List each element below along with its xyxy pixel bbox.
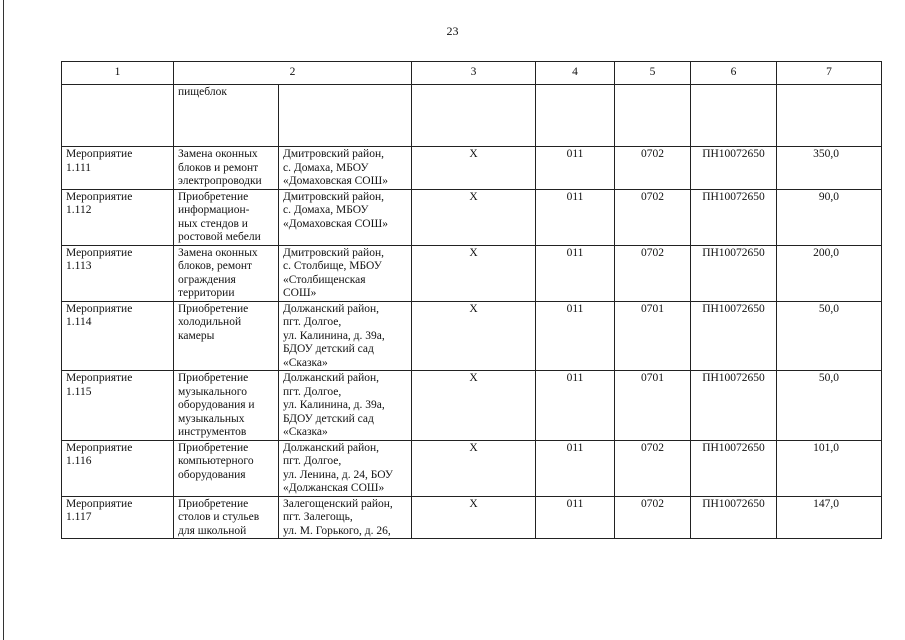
table-row xyxy=(62,245,882,301)
amount-cell: 50,0 xyxy=(777,371,882,441)
col5-cell: 0702 xyxy=(615,440,691,496)
measure-name-cell: Замена оконных блоков, ремонт ограждения территории xyxy=(174,245,279,301)
continuation-location-cell xyxy=(279,85,412,147)
measure-location-cell: Дмитровский район, с. Домаха, МБОУ «Домаховская СОШ» xyxy=(279,189,412,245)
col4-cell: 011 xyxy=(536,440,615,496)
header-col-6: 6 xyxy=(691,62,777,85)
page-number: 23 xyxy=(446,24,459,38)
col3-cell: Х xyxy=(412,496,536,539)
table-row xyxy=(62,440,882,496)
continuation-col-7 xyxy=(777,85,882,147)
table-row xyxy=(62,147,882,190)
col4-cell: 011 xyxy=(536,371,615,441)
measure-name-cell: Приобретение холодильной камеры xyxy=(174,301,279,371)
left-margin-rule xyxy=(3,0,4,640)
col5-cell: 0702 xyxy=(615,496,691,539)
header-col-3: 3 xyxy=(412,62,536,85)
amount-cell: 147,0 xyxy=(777,496,882,539)
measure-location-cell: Дмитровский район, с. Столбище, МБОУ «Столбищенская СОШ» xyxy=(279,245,412,301)
col3-cell: Х xyxy=(412,189,536,245)
amount-cell: 200,0 xyxy=(777,245,882,301)
col4-cell: 011 xyxy=(536,147,615,190)
col5-cell: 0702 xyxy=(615,245,691,301)
amount-cell: 90,0 xyxy=(777,189,882,245)
continuation-row xyxy=(62,85,882,147)
header-col-4: 4 xyxy=(536,62,615,85)
col6-cell: ПН10072650 xyxy=(691,245,777,301)
measure-id-cell: Мероприятие 1.112 xyxy=(62,189,174,245)
measure-id-cell: Мероприятие 1.113 xyxy=(62,245,174,301)
header-col-1: 1 xyxy=(62,62,174,85)
continuation-name-cell: пищеблок xyxy=(174,85,279,147)
header-col-7: 7 xyxy=(777,62,882,85)
table-row xyxy=(62,496,882,539)
col6-cell: ПН10072650 xyxy=(691,147,777,190)
measure-id-cell: Мероприятие 1.111 xyxy=(62,147,174,190)
measure-location-cell: Должанский район, пгт. Долгое, ул. Ленина, д. 24, БОУ «Должанская СОШ» xyxy=(279,440,412,496)
col4-cell: 011 xyxy=(536,301,615,371)
col3-cell: Х xyxy=(412,245,536,301)
col5-cell: 0701 xyxy=(615,371,691,441)
measure-location-cell: Залегощенский район, пгт. Залегощь, ул. М. Горького, д. 26, xyxy=(279,496,412,539)
budget-table xyxy=(61,61,882,539)
amount-cell: 50,0 xyxy=(777,301,882,371)
measure-id-cell: Мероприятие 1.114 xyxy=(62,301,174,371)
col3-cell: Х xyxy=(412,440,536,496)
column-number-header-row xyxy=(62,62,882,85)
amount-cell: 350,0 xyxy=(777,147,882,190)
measure-location-cell: Дмитровский район, с. Домаха, МБОУ «Домаховская СОШ» xyxy=(279,147,412,190)
continuation-col-5 xyxy=(615,85,691,147)
col6-cell: ПН10072650 xyxy=(691,371,777,441)
continuation-col-4 xyxy=(536,85,615,147)
col3-cell: Х xyxy=(412,301,536,371)
table-row xyxy=(62,301,882,371)
amount-cell: 101,0 xyxy=(777,440,882,496)
measure-name-cell: Приобретение информацион- ных стендов и ростовой мебели xyxy=(174,189,279,245)
col3-cell: Х xyxy=(412,147,536,190)
header-col-2: 2 xyxy=(174,62,412,85)
col6-cell: ПН10072650 xyxy=(691,496,777,539)
col5-cell: 0702 xyxy=(615,147,691,190)
col3-cell: Х xyxy=(412,371,536,441)
continuation-col-3 xyxy=(412,85,536,147)
col4-cell: 011 xyxy=(536,245,615,301)
col5-cell: 0702 xyxy=(615,189,691,245)
measure-name-cell: Приобретение музыкального оборудования и музыкальных инструментов xyxy=(174,371,279,441)
measure-name-cell: Замена оконных блоков и ремонт электропроводки xyxy=(174,147,279,190)
col5-cell: 0701 xyxy=(615,301,691,371)
col6-cell: ПН10072650 xyxy=(691,301,777,371)
col4-cell: 011 xyxy=(536,496,615,539)
header-col-5: 5 xyxy=(615,62,691,85)
measure-location-cell: Должанский район, пгт. Долгое, ул. Калинина, д. 39а, БДОУ детский сад «Сказка» xyxy=(279,301,412,371)
col6-cell: ПН10072650 xyxy=(691,440,777,496)
table-row xyxy=(62,371,882,441)
table-row xyxy=(62,189,882,245)
measure-name-cell: Приобретение столов и стульев для школьной xyxy=(174,496,279,539)
measure-name-cell: Приобретение компьютерного оборудования xyxy=(174,440,279,496)
measure-id-cell: Мероприятие 1.116 xyxy=(62,440,174,496)
col4-cell: 011 xyxy=(536,189,615,245)
continuation-col-1 xyxy=(62,85,174,147)
measure-location-cell: Должанский район, пгт. Долгое, ул. Калинина, д. 39а, БДОУ детский сад «Сказка» xyxy=(279,371,412,441)
col6-cell: ПН10072650 xyxy=(691,189,777,245)
measure-id-cell: Мероприятие 1.117 xyxy=(62,496,174,539)
continuation-col-6 xyxy=(691,85,777,147)
measure-id-cell: Мероприятие 1.115 xyxy=(62,371,174,441)
